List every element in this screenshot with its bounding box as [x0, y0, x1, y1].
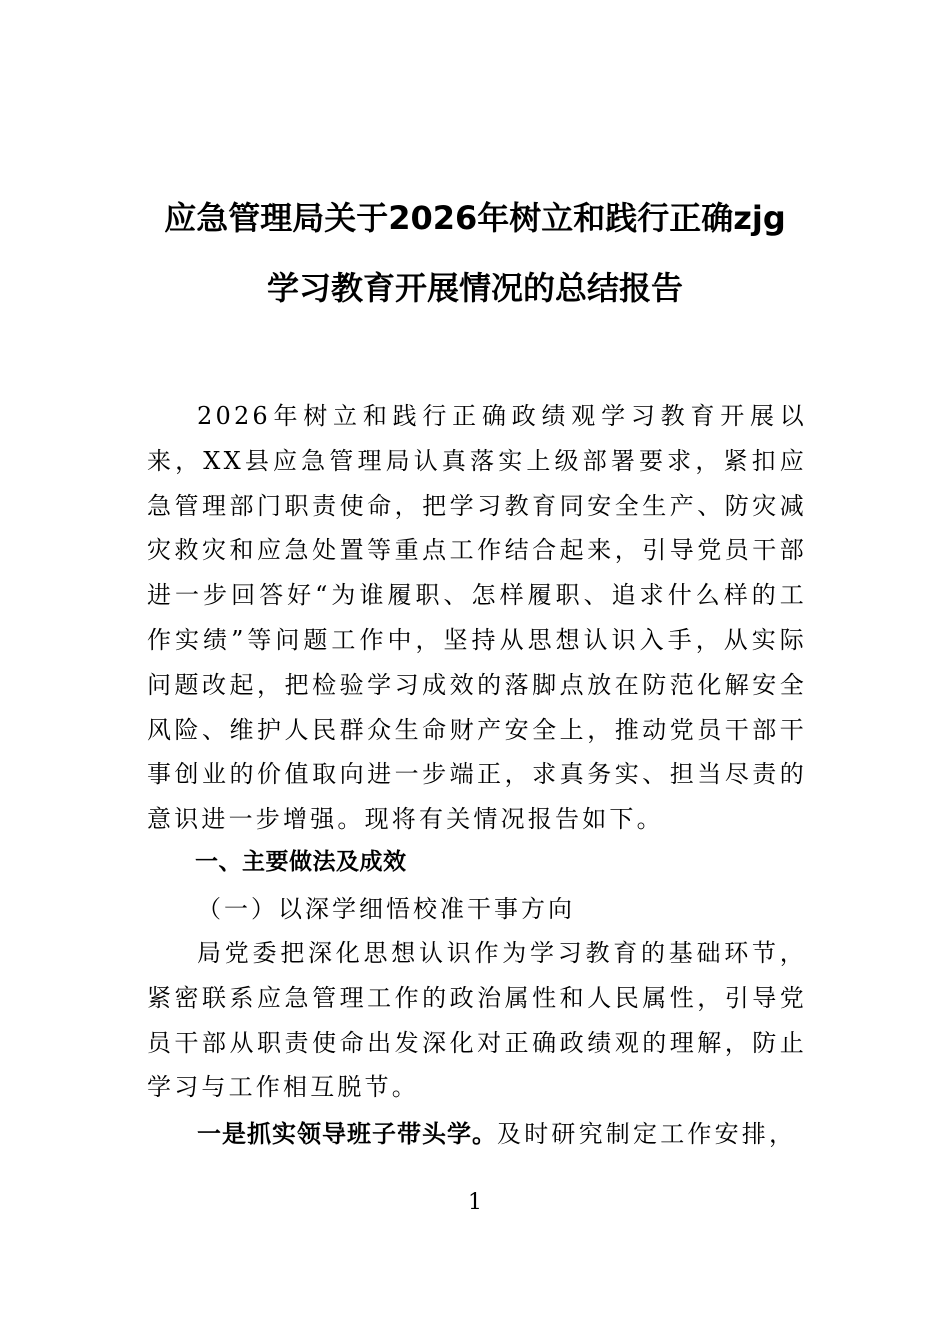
- intro-paragraph: 2026年树立和践行正确政绩观学习教育开展以来，XX县应急管理局认真落实上级部署要求，紧扣应急管理部门职责使命，把学习教育同安全生产、防灾减灾救灾和应急处置等重点工作结合起来，引导党员干部进一步回答好“为谁履职、怎样履职、追求什么样的工作实绩”等问题工作中，坚持从思想认识入手，从实际问题改起，把检验学习成效的落脚点放在防范化解安全风险、维护人民群众生命财产安全上，推动党员干部干事创业的价值取向进一步端正，求真务实、担当尽责的意识进一步增强。现将有关情况报告如下。: [147, 402, 807, 834]
- page-number: 1: [468, 1190, 482, 1215]
- document-title-line-2: 学习教育开展情况的总结报告: [266, 269, 683, 307]
- point-body-text: 及时研究制定工作安排，: [497, 1120, 797, 1148]
- subsection-heading: （一）以深学细悟校准干事方向: [197, 895, 575, 923]
- body-paragraph-point-one: [147, 1112, 807, 1157]
- section-heading: 一、主要做法及成效: [195, 849, 407, 875]
- document-title-line-1: 应急管理局关于2026年树立和践行正确zjg: [164, 199, 786, 237]
- point-lead-text: 一是抓实领导班子带头学。: [197, 1120, 497, 1148]
- body-paragraph: 局党委把深化思想认识作为学习教育的基础环节，紧密联系应急管理工作的政治属性和人民属性，引导党员干部从职责使命出发深化对正确政绩观的理解，防止学习与工作相互脱节。: [147, 939, 807, 1102]
